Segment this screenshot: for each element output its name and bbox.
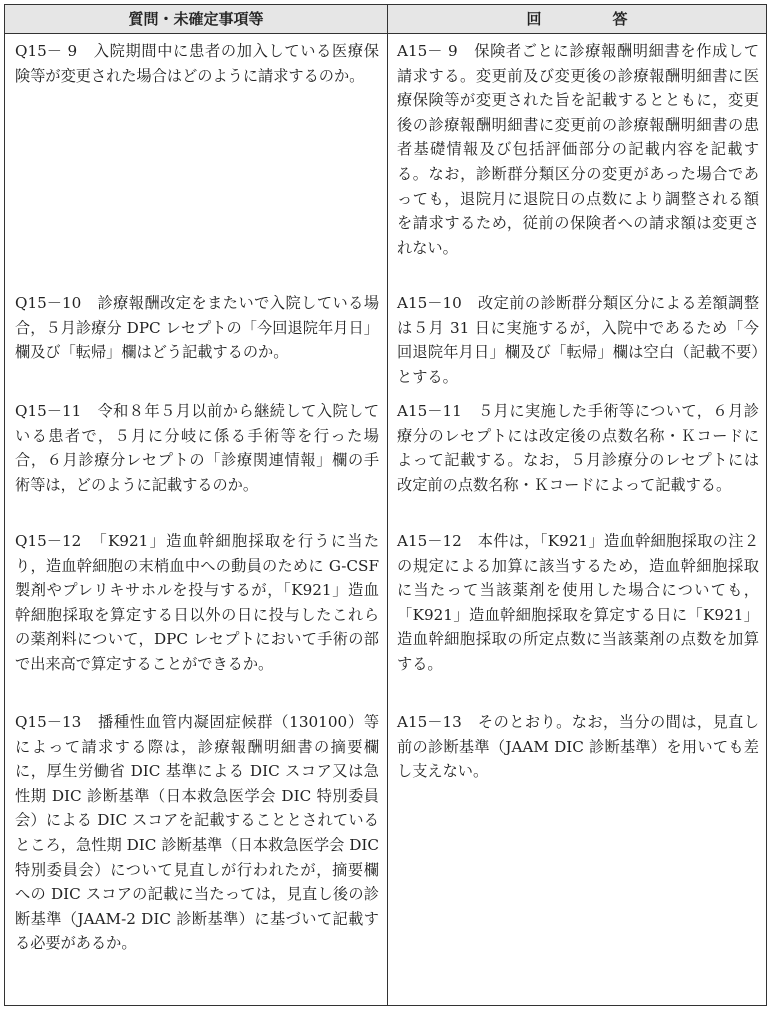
answer-15-9	[397, 39, 759, 260]
question-text: 診療報酬改定をまたいで入院している場合，５月診療分 DPC レセプトの「今回退院年月日」欄及び「転帰」欄はどう記載するのか。	[15, 294, 380, 362]
question-id: Q15－10	[15, 294, 82, 312]
answer-text: 本件は，「K921」造血幹細胞採取の注２の規定による加算に該当するため，造血幹細胞採取に当たって当該薬剤を使用した場合についても，「K921」造血幹細胞採取を算定する日に「K921」造血幹細胞採取の所定点数に当該薬剤の点数を加算する。	[397, 532, 760, 673]
column-divider	[387, 5, 388, 1005]
answer-15-10	[397, 291, 759, 389]
question-id: Q15－11	[15, 402, 82, 420]
answer-15-13	[397, 710, 759, 784]
question-15-9	[15, 39, 379, 88]
question-15-11	[15, 399, 379, 497]
question-id: Q15－13	[15, 713, 82, 731]
question-id: Q15－12	[15, 532, 82, 550]
qa-table	[4, 4, 767, 1006]
answer-text: 保険者ごとに診療報酬明細書を作成して請求する。変更前及び変更後の診療報酬明細書に医療保険等が変更された旨を記載するとともに，変更後の診療報酬明細書に変更前の診療報酬明細書の患者基礎情報及び包括評価部分の記載内容を記載する。なお，診断群分類区分の変更があった場合であっても，退院月に退院日の点数により調整される額を請求するため，従前の保険者への請求額は変更されない。	[397, 42, 760, 257]
question-15-12	[15, 529, 379, 677]
answer-id: A15－13	[397, 713, 462, 731]
question-text: 播種性血管内凝固症候群（130100）等によって請求する際は，診療報酬明細書の摘要欄に，厚生労働省 DIC 基準による DIC スコア又は急性期 DIC 診断基準（日本救急医学会 DIC 特別委員会）による DIC スコアを記載することとされているところ，急性期 DIC 診断基準（日本救急医学会 DIC 特別委員会）について見直しが行われたが，摘要欄への DIC スコアの記載に当たっては，見直し後の診断基準（JAAM-2 DIC 診断基準）に基づいて記載する必要があるか。	[15, 713, 380, 953]
answer-id: A15－ 9	[397, 42, 458, 60]
question-id: Q15－ 9	[15, 42, 78, 60]
answer-id: A15－10	[397, 294, 462, 312]
answer-id: A15－11	[397, 402, 462, 420]
answer-15-11	[397, 399, 759, 497]
question-text: 入院期間中に患者の加入している医療保険等が変更された場合はどのように請求するのか。	[15, 42, 379, 85]
answer-15-12	[397, 529, 759, 677]
answer-text: ５月に実施した手術等について，６月診療分のレセプトには改定後の点数名称・Ｋコードによって記載する。なお，５月診療分のレセプトには改定前の点数名称・Ｋコードによって記載する。	[397, 402, 759, 494]
question-text: 「K921」造血幹細胞採取を行うに当たり，造血幹細胞の末梢血中への動員のために G-CSF 製剤やプレリキサホルを投与するが，「K921」造血幹細胞採取を算定する日以外の日に投与したこれらの薬剤料について，DPC レセプトにおいて手術の部で出来高で算定することができるか。	[15, 532, 380, 673]
question-15-10	[15, 291, 379, 365]
question-text: 令和８年５月以前から継続して入院している患者で，５月に分岐に係る手術等を行った場合，６月診療分レセプトの「診療関連情報」欄の手術等は，どのように記載するのか。	[15, 402, 380, 494]
header-questions: 質問・未確定事項等	[128, 10, 264, 28]
question-15-13	[15, 710, 379, 956]
answer-id: A15－12	[397, 532, 462, 550]
header-answers: 回 答	[526, 10, 656, 28]
table-header	[5, 5, 766, 34]
answer-text: 改定前の診断群分類区分による差額調整は５月 31 日に実施するが，入院中であるため「今回退院年月日」欄及び「転帰」欄は空白（記載不要）とする。	[397, 294, 760, 386]
answer-text: そのとおり。なお，当分の間は，見直し前の診断基準（JAAM DIC 診断基準）を用いても差し支えない。	[397, 713, 760, 781]
